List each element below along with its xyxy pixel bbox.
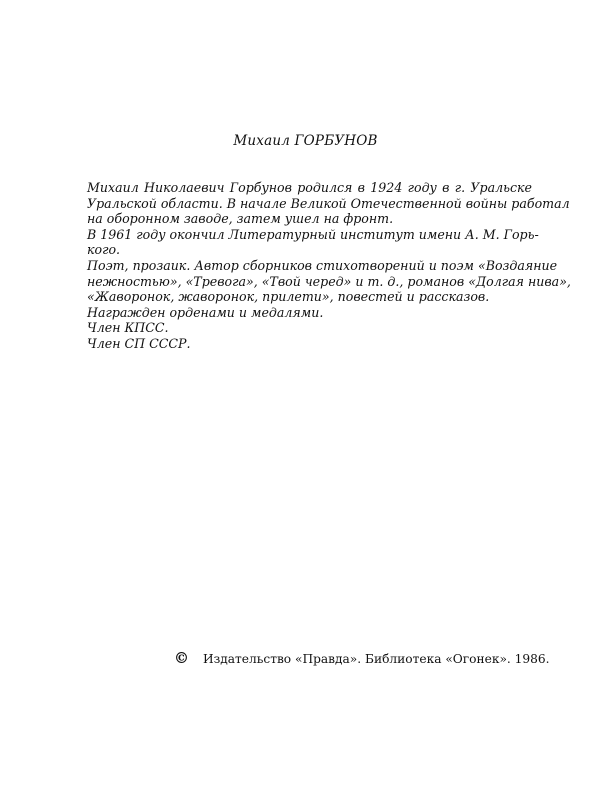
bio-line: кого. bbox=[87, 242, 121, 258]
bio-line: Член СП СССР. bbox=[87, 335, 191, 351]
author-heading: Михаил ГОРБУНОВ bbox=[233, 133, 378, 149]
bio-line: Уральской области. В начале Великой Отечественной войны работал bbox=[87, 195, 570, 211]
bio-line: Михаил Николаевич Горбунов родился в 1924 году в г. Уральске bbox=[87, 180, 532, 195]
copyright-text: Издательство «Правда». Библиотека «Огонек». 1986. bbox=[203, 651, 550, 666]
bio-line: нежностью», «Тревога», «Твой черед» и т. д., романов «Долгая нива», bbox=[87, 273, 571, 289]
bio-line: Член КПСС. bbox=[87, 320, 169, 336]
author-biography bbox=[87, 180, 571, 352]
bio-line: на оборонном заводе, затем ушел на фронт. bbox=[87, 211, 394, 227]
copyright-notice bbox=[174, 651, 564, 666]
bio-line: Награжден орденами и медалями. bbox=[87, 304, 324, 320]
bio-line: Поэт, прозаик. Автор сборников стихотворений и поэм «Воздаяние bbox=[87, 257, 558, 273]
bio-line: В 1961 году окончил Литературный институт имени А. М. Горь- bbox=[87, 226, 539, 242]
bio-line: «Жаворонок, жаворонок, прилети», повестей и рассказов. bbox=[87, 289, 490, 305]
copyright-icon: © bbox=[174, 649, 189, 667]
